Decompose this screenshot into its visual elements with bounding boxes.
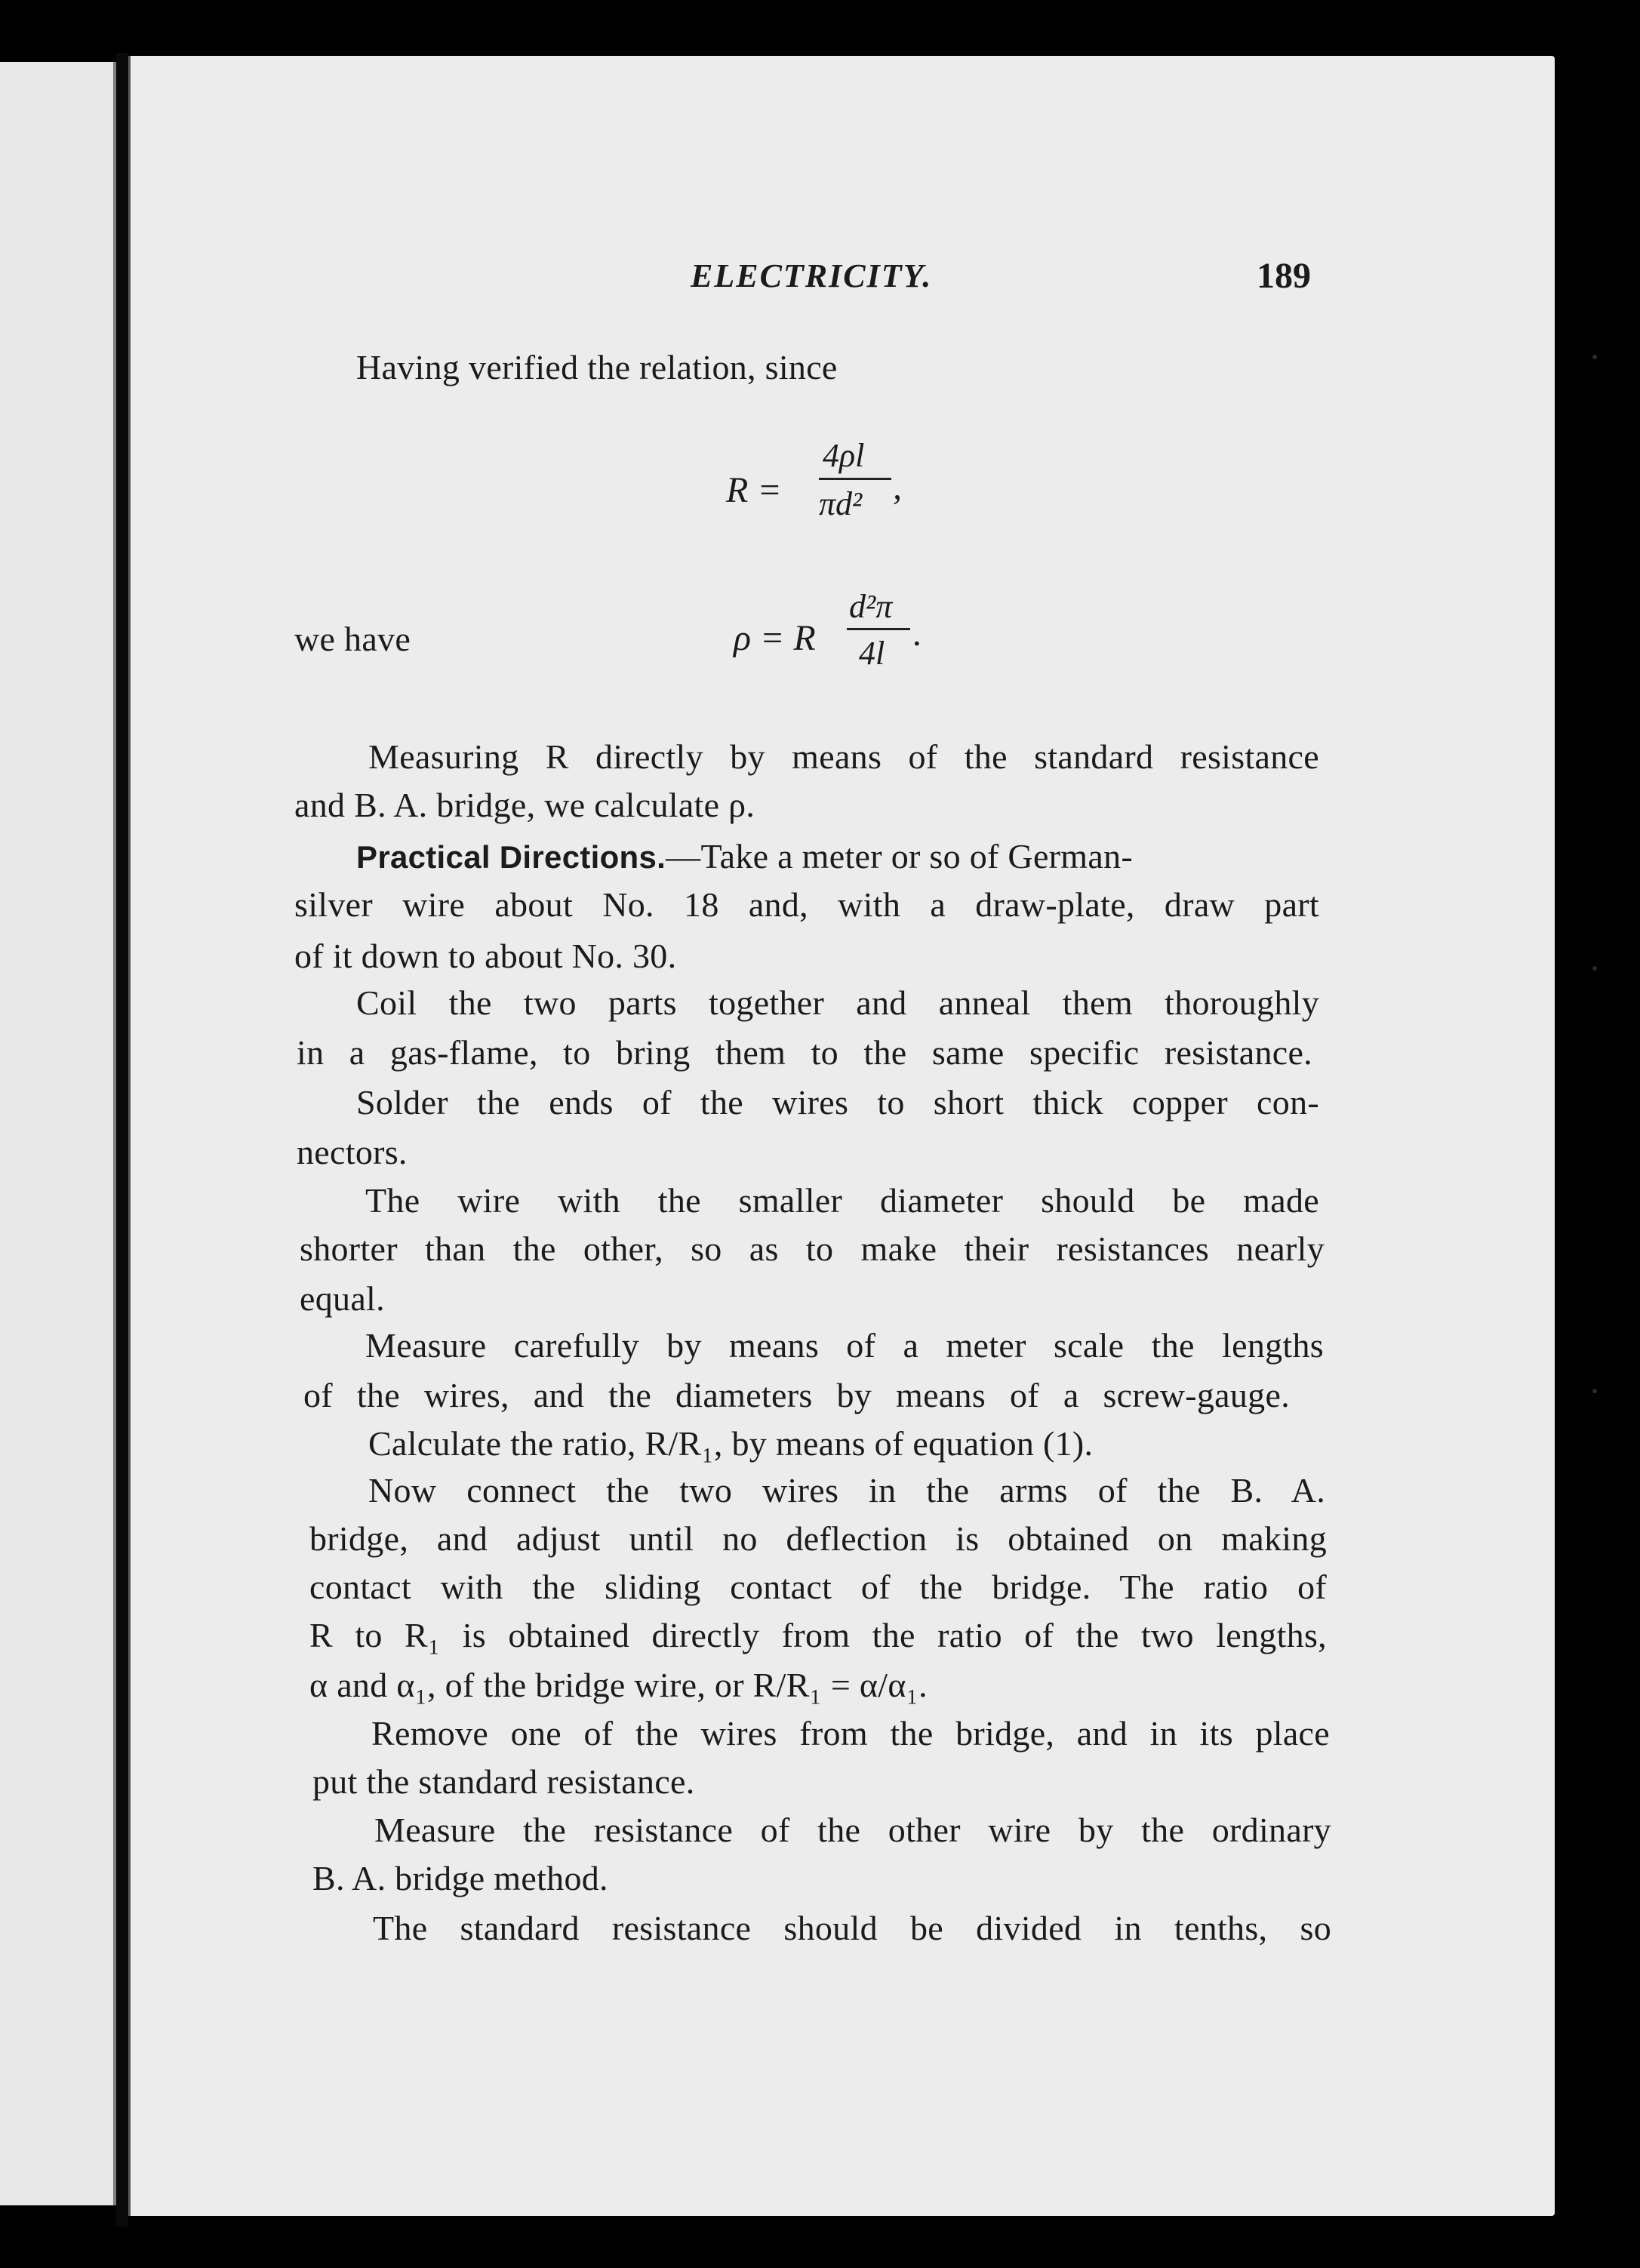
- page-number: 189: [1257, 256, 1311, 296]
- text-line: in a gas-flame, to bring them to the same specific resistance.: [297, 1033, 1312, 1072]
- scan-speck: [1592, 1389, 1597, 1393]
- text-line: B. A. bridge method.: [312, 1859, 608, 1897]
- fraction-bar: [819, 478, 891, 480]
- equation-lhs: R =: [726, 470, 782, 510]
- text-line: Calculate the ratio, R/R₁, by means of equation (1).: [368, 1424, 1094, 1463]
- text-line: contact with the sliding contact of the bridge. The ratio of: [309, 1568, 1327, 1606]
- text-line: α and α₁, of the bridge wire, or R/R₁ = α/α₁.: [309, 1666, 928, 1704]
- text-line: bridge, and adjust until no deflection is obtained on making: [309, 1519, 1327, 1558]
- page-spine-line: [128, 56, 131, 2216]
- text-line: Measuring R directly by means of the standard resistance: [368, 737, 1319, 776]
- equation-numerator: d²π: [849, 588, 893, 625]
- text-line: put the standard resistance.: [312, 1762, 695, 1801]
- scan-speck: [1592, 966, 1597, 971]
- section-heading: Practical Directions.: [356, 839, 666, 875]
- text-line: The standard resistance should be divided in tenths, so: [373, 1909, 1331, 1947]
- fraction-bar: [847, 628, 910, 630]
- text-line: Now connect the two wires in the arms of the B. A.: [368, 1471, 1325, 1509]
- equation-denominator: 4l: [859, 635, 885, 672]
- book-gutter: [116, 53, 128, 2226]
- text-line: Measure the resistance of the other wire by the ordinary: [374, 1811, 1331, 1849]
- text-line: Having verified the relation, since: [356, 348, 838, 386]
- text-line: of it down to about No. 30.: [294, 937, 677, 975]
- equation-denominator: πd²: [819, 485, 863, 522]
- running-head: ELECTRICITY.: [691, 257, 933, 294]
- scan-speck: [1592, 355, 1597, 359]
- text-line: The wire with the smaller diameter should be made: [365, 1181, 1319, 1220]
- left-page-edge: [0, 62, 115, 2205]
- text-line: Measure carefully by means of a meter scale the lengths: [365, 1326, 1324, 1365]
- text-line: silver wire about No. 18 and, with a draw-plate, draw part: [294, 885, 1319, 924]
- text-line: nectors.: [297, 1133, 408, 1171]
- text-line: Coil the two parts together and anneal them thoroughly: [356, 983, 1319, 1022]
- text-line: R to R₁ is obtained directly from the ratio of the two lengths,: [309, 1616, 1327, 1654]
- equation-numerator: 4ρl: [823, 437, 865, 474]
- text-line: Solder the ends of the wires to short thick copper con-: [356, 1083, 1319, 1122]
- equation-lhs: ρ = R: [734, 618, 816, 658]
- text-run: —Take a meter or so of German-: [666, 837, 1133, 876]
- text-line: equal.: [300, 1279, 385, 1318]
- text-line: [356, 836, 1133, 876]
- text-line: of the wires, and the diameters by means of a screw-gauge.: [303, 1376, 1290, 1414]
- text-line: shorter than the other, so as to make their resistances nearly: [300, 1229, 1325, 1268]
- equation-punctuation: .: [913, 614, 922, 654]
- equation-punctuation: ,: [893, 467, 902, 507]
- text-line: and B. A. bridge, we calculate ρ.: [294, 786, 755, 824]
- text-line: Remove one of the wires from the bridge, and in its place: [371, 1714, 1330, 1753]
- equation-label: we have: [294, 620, 411, 658]
